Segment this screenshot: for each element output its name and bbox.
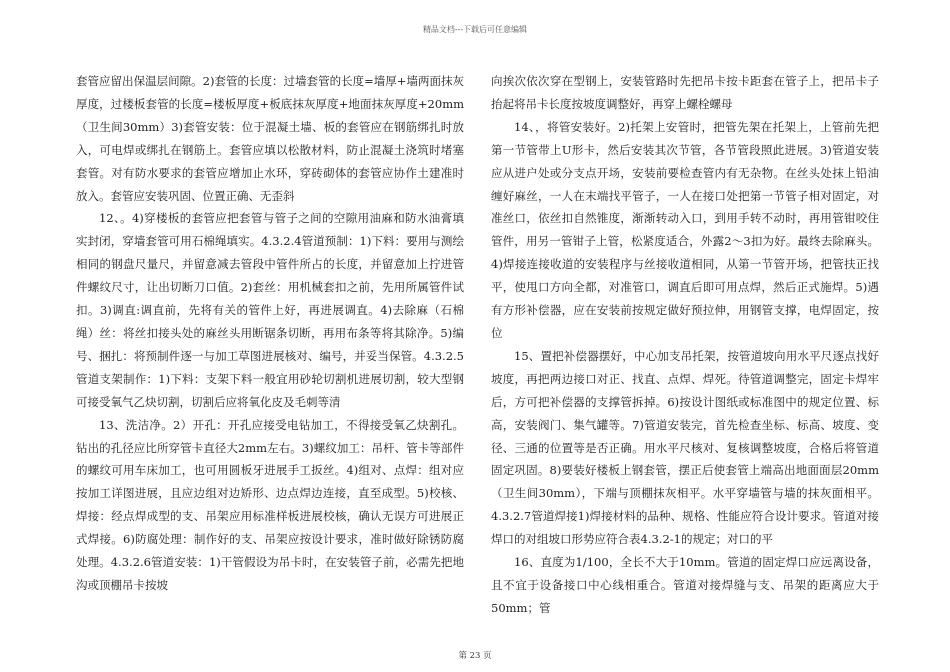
paragraph: 13、洗洁净。2）开孔：开孔应接受电钻加工，不得接受氧乙炔割孔。钻出的孔径应比所穿管卡直径大2mm左右。3)螺纹加工：吊杆、管卡等部件的螺纹可用车床加工，也可用圆板牙进展手工扳丝。4)组对、点焊：组对应按加工详图进展，且应边组对边矫形、边点焊边连接，直至成型。5)校核、焊接：经点焊成型的支、吊架应用标准样板进展校核，确认无误方可进展正式焊接。6)防腐处理：制作好的支、吊架应按设计要求，准时做好除锈防腐处理。4.3.2.6管道安装：1)干管假设为吊卡时，在安装管子前，必需先把地沟或顶棚吊卡按坡 xyxy=(76,417,464,592)
paragraph: 15、置把补偿器摆好，中心加支吊托架，按管道坡向用水平尺逐点找好坡度，再把两边接口对正、找直、点焊、焊死。待管道调整完，固定卡焊牢后，方可把补偿器的支撑管拆掉。6)按设计图纸或标准图中的规定位置、标高，安装阀门、集气罐等。7)管道安装完，首先检查坐标、标高、坡度、变径、三通的位置等是否正确。用水平尺核对、复核调整坡度，合格后将管道固定巩固。8)要装好楼板上钢套管，摆正后使套管上端高出地面面层20mm（卫生间30mm），下端与顶棚抹灰相平。水平穿墙管与墙的抹灰面相平。4.3.2.7管道焊接1)焊接材料的品种、规格、性能应符合设计要求。管道对接焊口的对组坡口形势应符合表4.3.2-1的规定；对口的平 xyxy=(491,348,879,547)
paragraph: 12、。4)穿楼板的套管应把套管与管子之间的空隙用油麻和防水油膏填实封闭，穿墙套管可用石棉绳填实。4.3.2.4管道预制：1)下料：要用与测绘相同的钢盘尺量尺，并留意减去管段中管件所占的长度，并留意加上拧进管件螺纹尺寸，让出切断刀口值。2)套丝：用机械套扣之前，先用所属管件试扣。3)调直:调直前，先将有关的管件上好，再进展调直。4)去除麻（石棉绳）丝：将丝扣接头处的麻丝头用断锯条切断，再用布条等将其除净。5)编号、捆扎：将预制件逐一与加工草图进展核对、编号，并妥当保管。4.3.2.5管道支架制作：1)下料：支架下料一般宜用砂轮切割机进展切割，较大型钢可接受氧气乙炔切割，切割后应将氧化皮及毛刺等清 xyxy=(76,211,464,409)
right-text-column xyxy=(491,70,879,620)
paragraph: 16、直度为1/100，全长不大于10mm。管道的固定焊口应远离设备，且不宜于设备接口中心线相重合。管道对接焊缝与支、吊架的距离应大于50mm；管 xyxy=(491,555,879,615)
page-header: 精品文档---下载后可任意编辑 xyxy=(422,25,528,34)
paragraph: 套管应留出保温层间隙。2)套管的长度：过墙套管的长度=墙厚+墙两面抹灰厚度，过楼板套管的长度=楼板厚度+板底抹灰厚度+地面抹灰厚度+20mm（卫生间30mm）3)套管安装：位于混凝土墙、板的套管应在钢筋绑扎时放入，可电焊或绑扎在钢筋上。套管应填以松散材料，防止混凝土浇筑时堵塞套管。对有防水要求的套管应增加止水环，穿砖砌体的套管应协作土建准时放入。套管应安装巩固、位置正确、无歪斜 xyxy=(76,74,464,203)
page-number: 第 23 页 xyxy=(458,651,492,661)
paragraph: 向挨次依次穿在型钢上，安装管路时先把吊卡按卡距套在管子上，把吊卡子抬起将吊卡长度按坡度调整好，再穿上螺栓螺母 xyxy=(491,74,879,111)
left-text-column xyxy=(76,70,464,597)
paragraph: 14、，将管安装好。2)托架上安管时，把管先架在托架上，上管前先把第一节管带上U形卡，然后安装其次节管，各节管段照此进展。3)管道安装应从进户处或分支点开场，安装前要检查管内有无杂物。在丝头处抹上铅油缠好麻丝，一人在末端找平管子，一人在接口处把第一节管子相对固定，对准丝口，依丝扣自然锥度，渐渐转动入口，到用手转不动时，再用管钳咬住管件，用另一管钳子上管，松紧度适合，外露2～3扣为好。最终去除麻头。4)焊接连接收道的安装程序与丝接收道相同，从第一节管开场，把管扶正找平，使甩口方向全都，对准管口，调直后即可用点焊，然后正式施焊。5)遇有方形补偿器，应在安装前按规定做好预拉伸，用钢管支撑，电焊固定，按位 xyxy=(491,119,879,340)
